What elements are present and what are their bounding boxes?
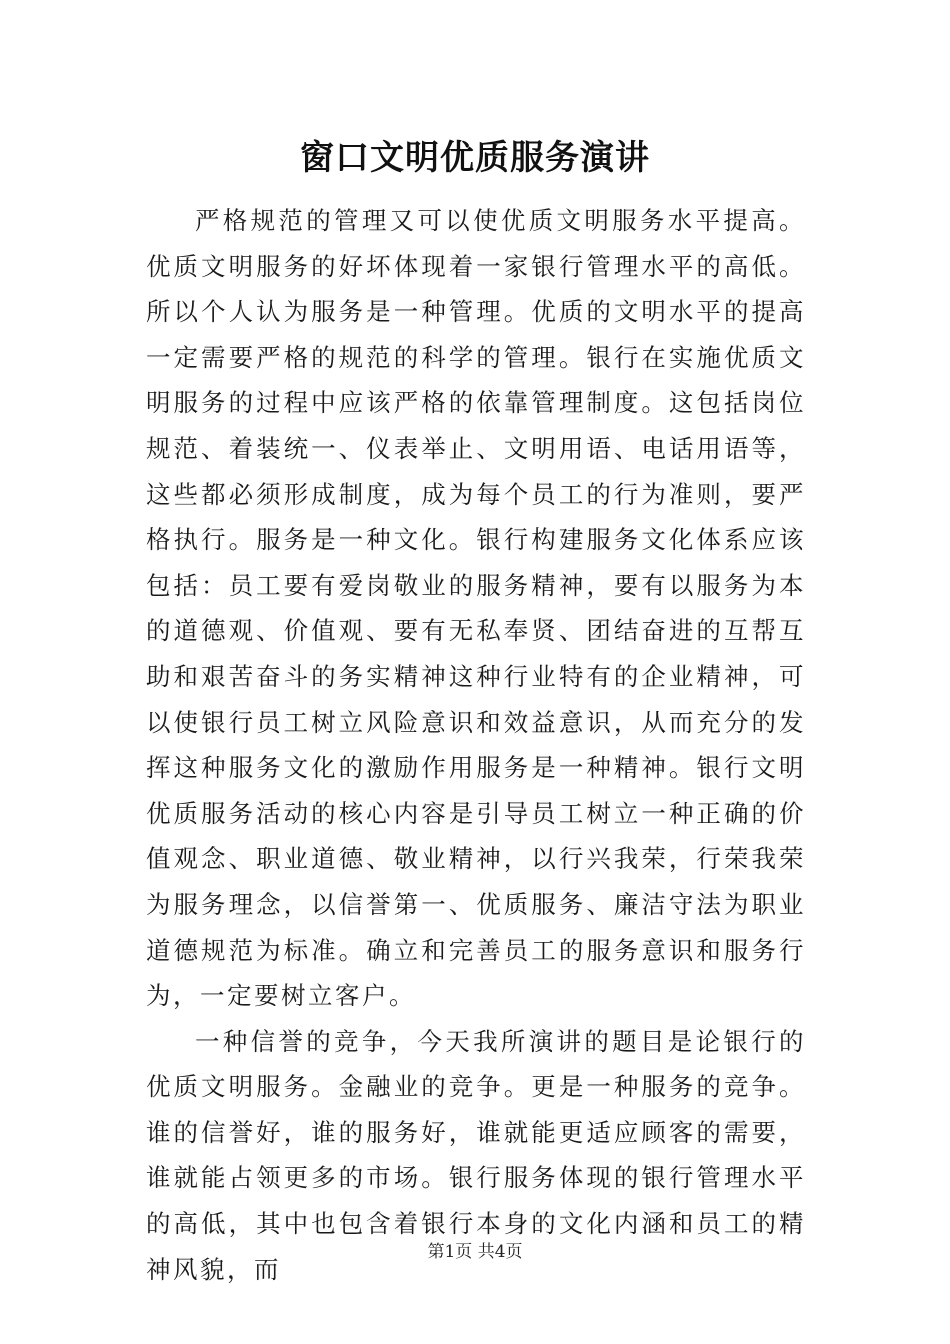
page-footer: 第1页 共4页 — [427, 1242, 523, 1262]
document-title: 窗口文明优质服务演讲 — [300, 138, 650, 178]
document-body — [146, 198, 806, 1292]
paragraph-1: 严格规范的管理又可以使优质文明服务水平提高。优质文明服务的好坏体现着一家银行管理水平的高低。所以个人认为服务是一种管理。优质的文明水平的提高一定需要严格的规范的科学的管理。银行在实施优质文明服务的过程中应该严格的依靠管理制度。这包括岗位规范、着装统一、仪表举止、文明用语、电话用语等，这些都必须形成制度，成为每个员工的行为准则，要严格执行。服务是一种文化。银行构建服务文化体系应该包括：员工要有爱岗敬业的服务精神，要有以服务为本的道德观、价值观、要有无私奉贤、团结奋进的互帮互助和艰苦奋斗的务实精神这种行业特有的企业精神，可以使银行员工树立风险意识和效益意识，从而充分的发挥这种服务文化的激励作用服务是一种精神。银行文明优质服务活动的核心内容是引导员工树立一种正确的价值观念、职业道德、敬业精神，以行兴我荣，行荣我荣为服务理念，以信誉第一、优质服务、廉洁守法为职业道德规范为标准。确立和完善员工的服务意识和服务行为，一定要树立客户。 — [146, 206, 806, 1011]
paragraph-2: 一种信誉的竞争，今天我所演讲的题目是论银行的优质文明服务。金融业的竞争。更是一种服务的竞争。谁的信誉好，谁的服务好，谁就能更适应顾客的需要，谁就能占领更多的市场。银行服务体现的银行管理水平的高低，其中也包含着银行本身的文化内涵和员工的精神风貌，而 — [146, 1026, 806, 1284]
